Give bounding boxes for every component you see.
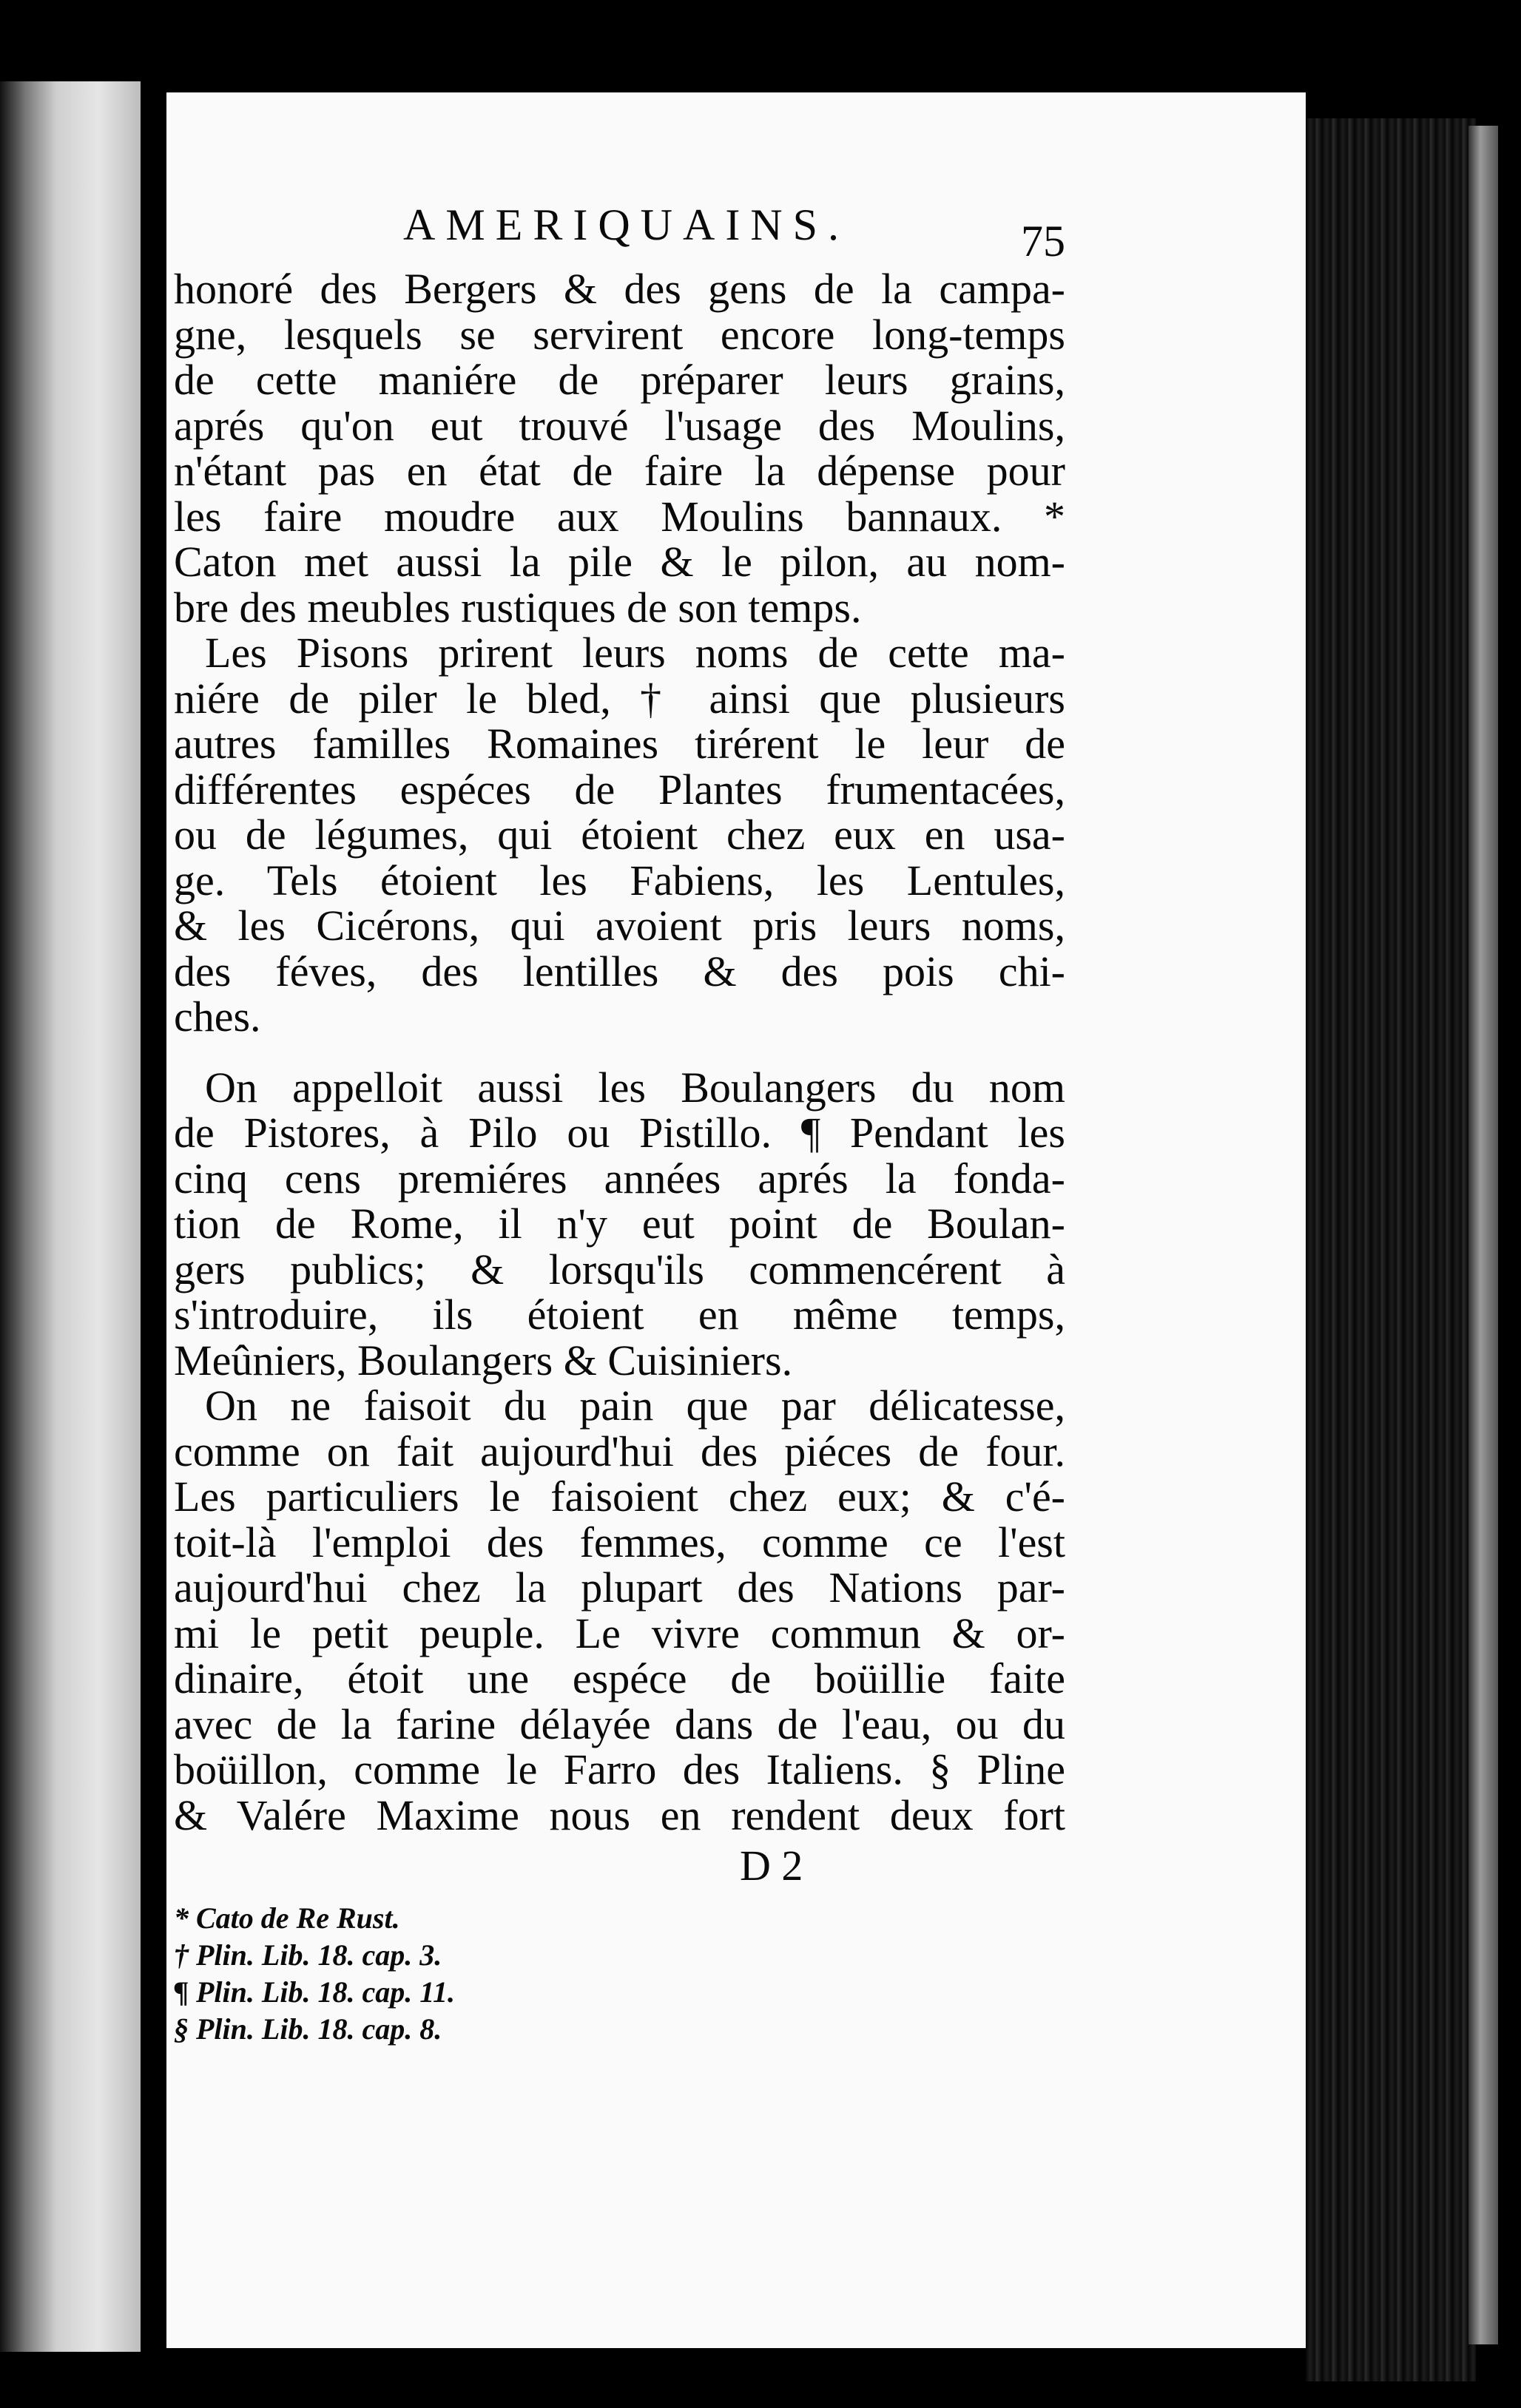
text-line: dinaire, étoit une espéce de boüillie faite <box>174 1654 1065 1702</box>
text-line: ches. <box>174 992 261 1041</box>
text-line: On ne faisoit du pain que par délicatesse, <box>205 1381 1065 1430</box>
text-line: tion de Rome, il n'y eut point de Boulan- <box>174 1200 1065 1248</box>
text-line: aujourd'hui chez la plupart des Nations par- <box>174 1563 1065 1611</box>
page-text-block <box>174 200 1065 2048</box>
text-line: de cette maniére de préparer leurs grains, <box>174 356 1065 404</box>
text-line: avec de la farine délayée dans de l'eau, ou du <box>174 1700 1065 1748</box>
text-line: Les particuliers le faisoient chez eux; & c'é- <box>174 1472 1065 1521</box>
book-cover-edge <box>1468 126 1498 2344</box>
text-line: ge. Tels étoient les Fabiens, les Lentules, <box>174 856 1065 904</box>
text-line: boüillon, comme le Farro des Italiens. § Pline <box>174 1745 1065 1793</box>
footnote: § Plin. Lib. 18. cap. 8. <box>174 2012 442 2046</box>
text-line: cinq cens premiéres années aprés la fonda- <box>174 1154 1065 1203</box>
text-line: mi le petit peuple. Le vivre commun & or- <box>174 1609 1065 1657</box>
signature-text: D 2 <box>740 1841 803 1890</box>
page-number: 75 <box>1021 217 1065 266</box>
signature-mark <box>174 1841 1065 1893</box>
text-line: différentes espéces de Plantes frumentacées, <box>174 765 1065 814</box>
footnote: ¶ Plin. Lib. 18. cap. 11. <box>174 1975 455 2009</box>
text-line: gne, lesquels se servirent encore long-temps <box>174 310 1065 359</box>
left-facing-page-edge <box>0 81 141 2352</box>
text-line: ou de légumes, qui étoient chez eux en usa- <box>174 811 1065 859</box>
text-line: des féves, des lentilles & des pois chi- <box>174 947 1065 995</box>
text-line: Caton met aussi la pile & le pilon, au nom- <box>174 538 1065 586</box>
text-line: comme on fait aujourd'hui des piéces de four. <box>174 1427 1065 1475</box>
text-line: Les Pisons prirent leurs noms de cette ma- <box>205 629 1065 677</box>
running-head <box>174 200 1065 266</box>
text-line: gers publics; & lorsqu'ils commencérent à <box>174 1245 1065 1293</box>
text-line: aprés qu'on eut trouvé l'usage des Moulins, <box>174 401 1065 450</box>
running-head-title: AMERIQUAINS. <box>403 200 849 249</box>
footnote: * Cato de Re Rust. <box>174 1901 400 1935</box>
text-line: s'introduire, ils étoient en même temps, <box>174 1291 1065 1339</box>
text-line: honoré des Bergers & des gens de la campa- <box>174 265 1065 313</box>
footnote: † Plin. Lib. 18. cap. 3. <box>174 1938 442 1972</box>
text-line: & les Cicérons, qui avoient pris leurs noms, <box>174 902 1065 950</box>
book-gutter <box>141 89 170 2352</box>
text-line: les faire moudre aux Moulins bannaux. * <box>174 492 1065 541</box>
page-edges-stack <box>1306 118 1476 2381</box>
footnotes <box>174 1900 1065 2048</box>
text-line: niére de piler le bled, † ainsi que plusieurs <box>174 674 1065 723</box>
text-line: toit-là l'emploi des femmes, comme ce l'est <box>174 1518 1065 1566</box>
text-line: n'étant pas en état de faire la dépense pour <box>174 447 1065 495</box>
paragraph-gap <box>174 1040 1065 1065</box>
text-line: Meûniers, Boulangers & Cuisiniers. <box>174 1336 793 1384</box>
text-line: de Pistores, à Pilo ou Pistillo. ¶ Pendant les <box>174 1109 1065 1157</box>
text-line: bre des meubles rustiques de son temps. <box>174 583 862 632</box>
text-line: & Valére Maxime nous en rendent deux fort <box>174 1790 1065 1839</box>
text-line: On appelloit aussi les Boulangers du nom <box>205 1063 1065 1112</box>
text-line: autres familles Romaines tirérent le leur de <box>174 720 1065 768</box>
